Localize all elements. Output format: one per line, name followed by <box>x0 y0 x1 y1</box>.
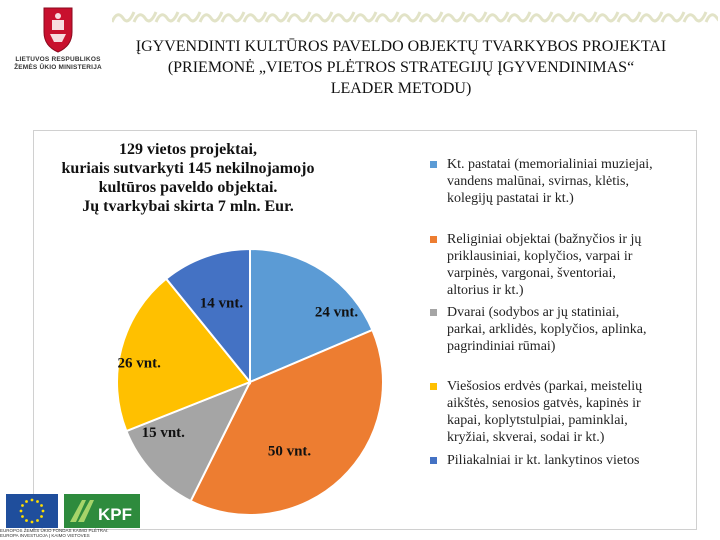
legend-swatch <box>430 383 437 390</box>
legend-text <box>447 304 702 355</box>
legend-line: kapai, koplytstulpiai, paminklai, <box>447 413 628 428</box>
pie-data-label: 14 vnt. <box>199 295 244 312</box>
eu-star-icon <box>42 510 45 513</box>
legend-swatch <box>430 457 437 464</box>
legend-line: parkai, arklidės, koplyčios, aplinka, <box>447 322 647 337</box>
legend-text <box>447 231 702 299</box>
chart-title-line: kultūros paveldo objektai. <box>98 179 278 196</box>
eu-flag-icon <box>2 492 62 532</box>
legend-line: aikštės, senosios gatvės, kapinės ir <box>447 396 641 411</box>
footer-text <box>0 528 150 538</box>
footer-line: EUROPOS ŽEMĖS ŪKIO FONDAS KAIMO PLĖTRAI: <box>0 528 109 533</box>
legend-swatch <box>430 161 437 168</box>
eu-star-icon <box>36 500 39 503</box>
kpf-label: KPF <box>98 505 132 524</box>
eu-star-icon <box>36 519 39 522</box>
legend-line: kolegijų pastatai ir kt.) <box>447 191 574 206</box>
logo-line-2: ŽEMĖS ŪKIO MINISTERIJA <box>14 64 102 71</box>
chart-title-line: kuriais sutvarkyti 145 nekilnojamojo <box>61 160 315 177</box>
legend-line: priklausiniai, koplyčios, varpai ir <box>447 249 633 264</box>
eu-star-icon <box>31 499 34 502</box>
pie-data-label: 15 vnt. <box>141 425 185 442</box>
chart-title-line: 129 vietos projektai, <box>119 141 257 158</box>
legend-text <box>447 378 702 446</box>
eu-star-icon <box>20 510 23 513</box>
footer-line: EUROPA INVESTUOJA Į KAIMO VIETOVES <box>0 533 90 538</box>
legend-line: varpinės, vargonai, šventoriai, <box>447 266 616 281</box>
title-line: LEADER METODU) <box>330 80 472 97</box>
kpf-logo <box>64 492 140 532</box>
chart-title-line: Jų tvarkybai skirta 7 mln. Eur. <box>82 198 294 215</box>
legend-line: kryžiai, skverai, sodai ir kt.) <box>447 430 605 445</box>
eu-star-icon <box>25 500 28 503</box>
legend-line: vandens malūnai, svirnas, klėtis, <box>447 174 629 189</box>
legend-line: Religiniai objektai (bažnyčios ir jų <box>447 232 642 247</box>
legend-line: pagrindiniai rūmai) <box>447 339 556 354</box>
legend-swatch <box>430 309 437 316</box>
eu-star-icon <box>21 515 24 518</box>
eu-star-icon <box>21 504 24 507</box>
title-line: (PRIEMONĖ „VIETOS PLĖTROS STRATEGIJŲ ĮGYVENDINIMAS“ <box>167 59 635 76</box>
eu-star-icon <box>40 504 43 507</box>
legend-line: Viešosios erdvės (parkai, meistelių <box>447 379 643 394</box>
legend-text <box>447 452 702 469</box>
legend-line: altorius ir kt.) <box>447 283 524 298</box>
legend-line: Dvarai (sodybos ar jų statiniai, <box>447 305 620 320</box>
logo-line-1: LIETUVOS RESPUBLIKOS <box>15 56 101 63</box>
title-line: ĮGYVENDINTI KULTŪROS PAVELDO OBJEKTŲ TVARKYBOS PROJEKTAI <box>135 38 667 55</box>
pie-data-label: 50 vnt. <box>267 443 312 460</box>
pie-data-label: 24 vnt. <box>314 304 359 321</box>
eu-star-icon <box>31 521 34 524</box>
legend-text <box>447 156 702 207</box>
legend-line: Kt. pastatai (memorialiniai muziejai, <box>447 157 653 172</box>
eu-star-icon <box>25 519 28 522</box>
eu-star-icon <box>40 515 43 518</box>
legend-line: Piliakalniai ir kt. lankytinos vietos <box>447 453 640 468</box>
legend-swatch <box>430 236 437 243</box>
pie-data-label: 26 vnt. <box>117 355 161 372</box>
